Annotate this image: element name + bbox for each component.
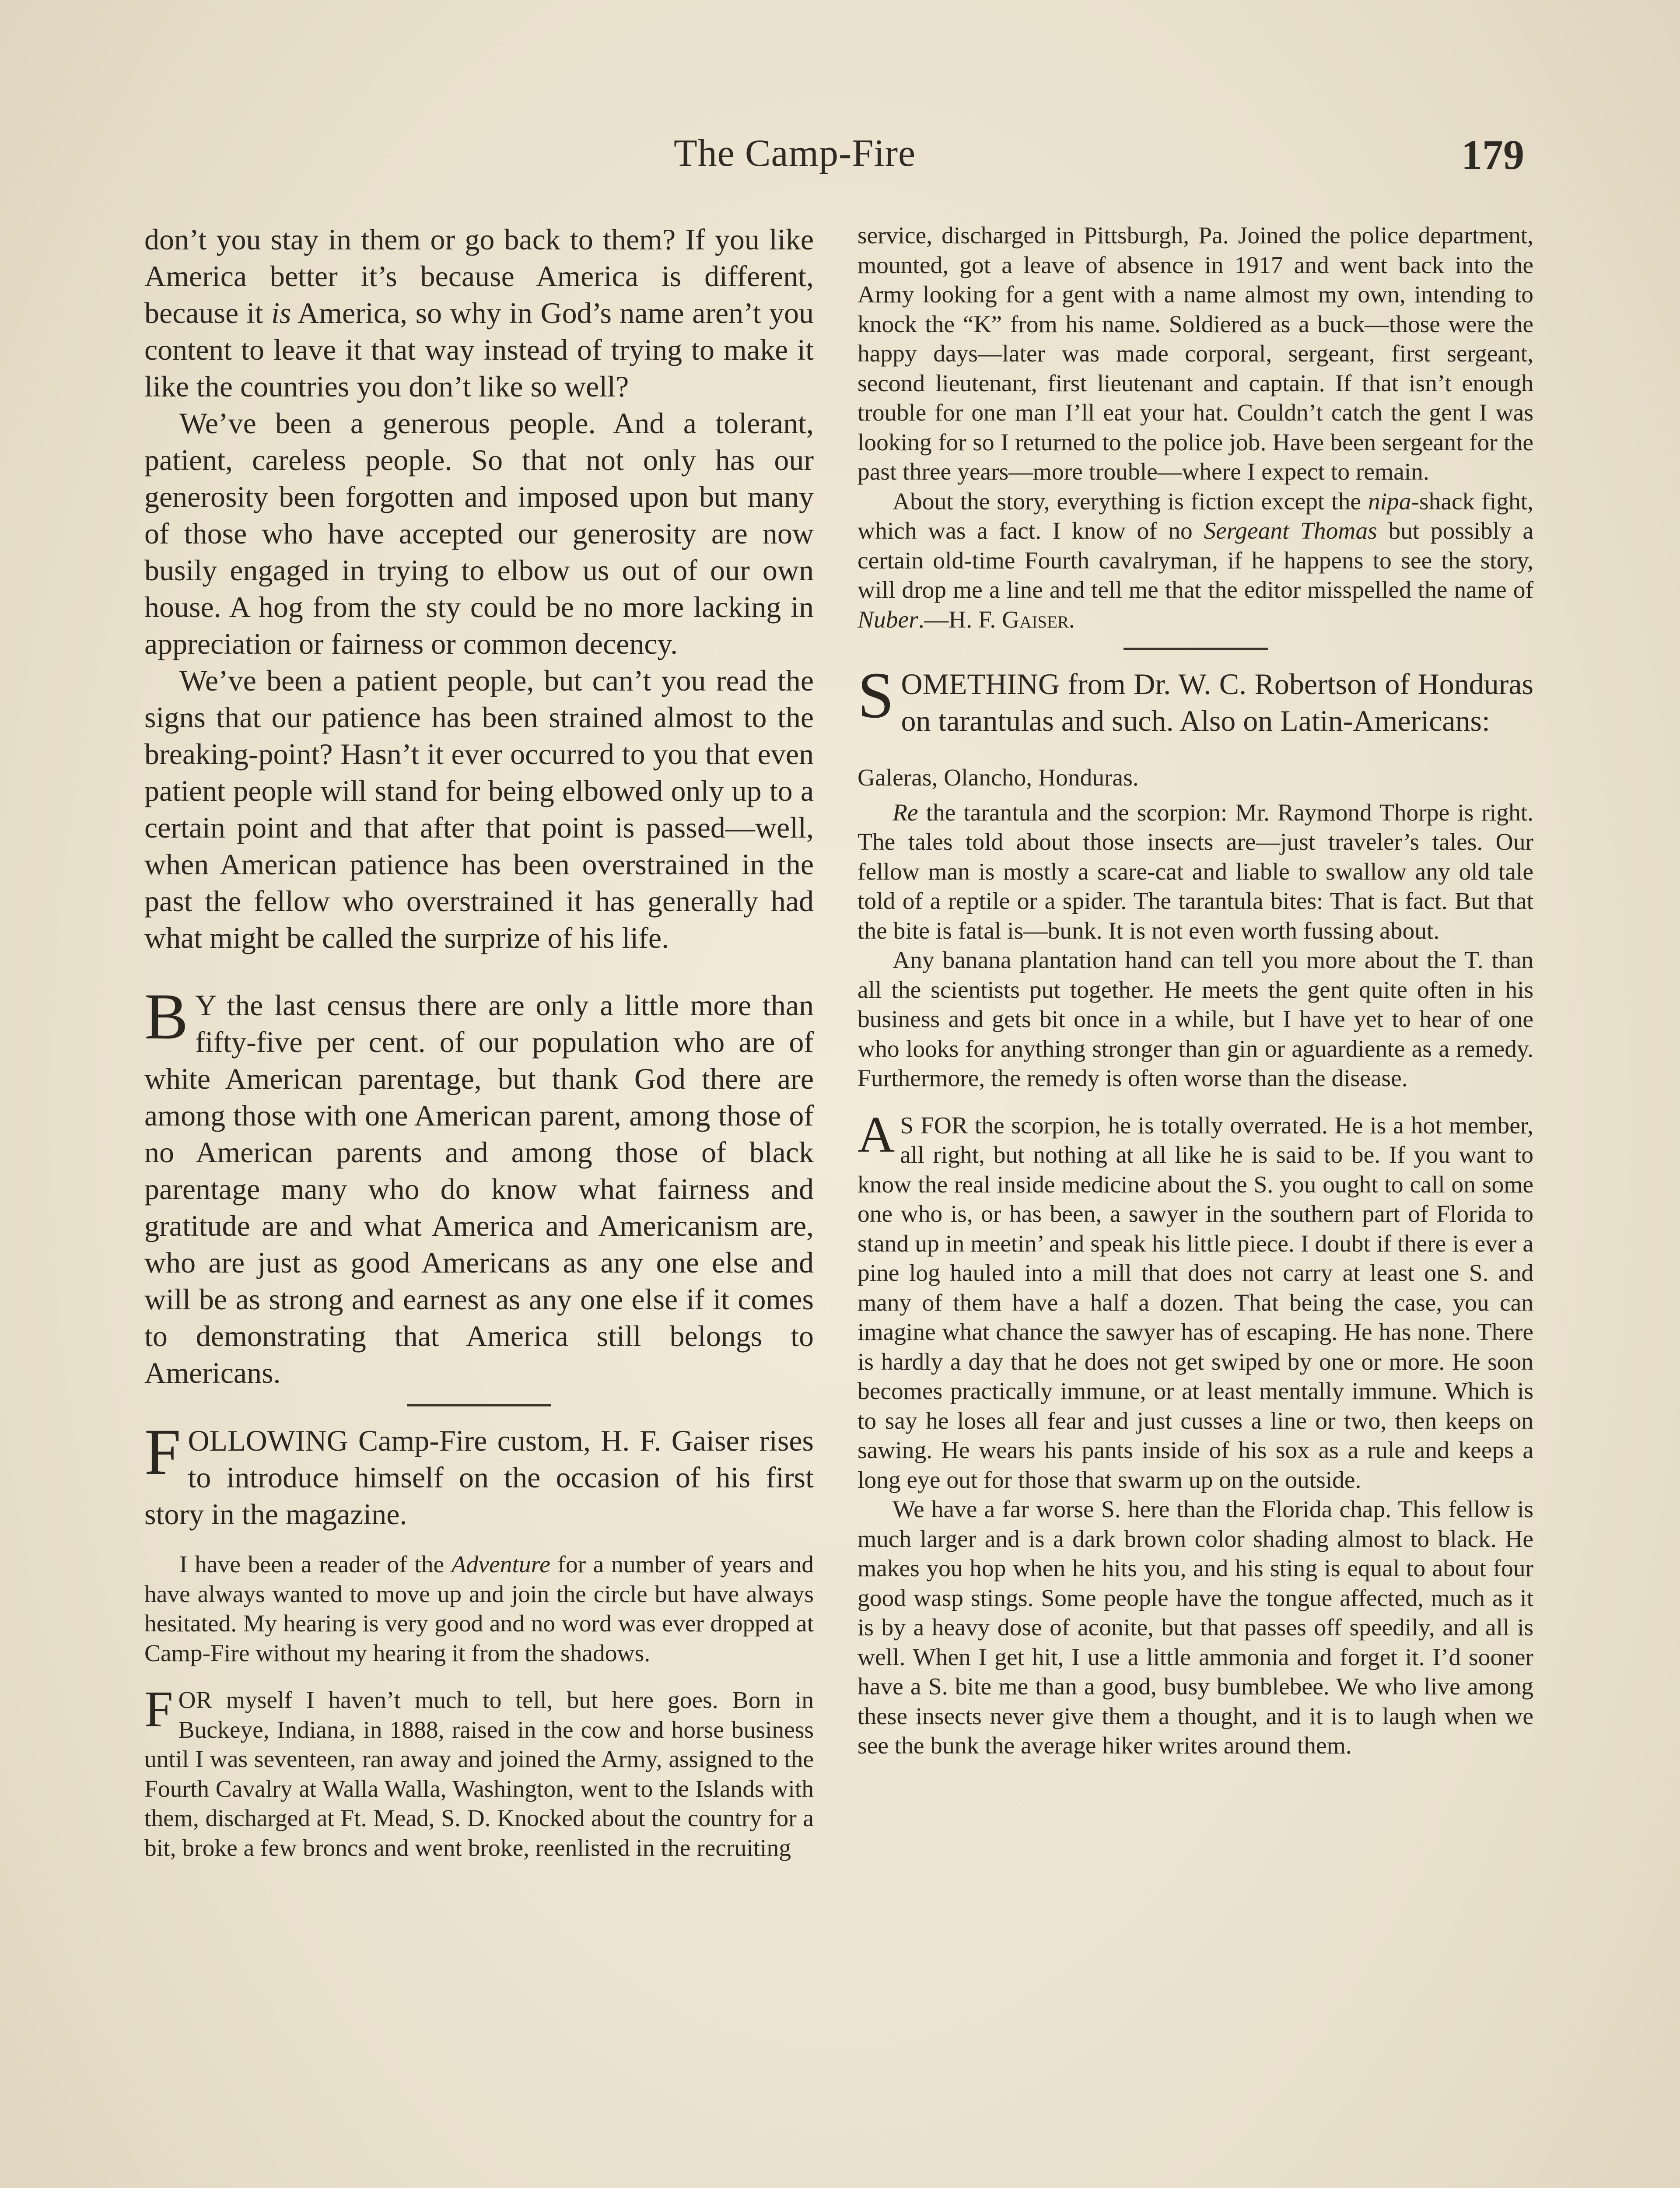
paragraph-something: SOMETHING from Dr. W. C. Robertson of Honduras on tarantulas and such. Also on Latin-Americans: (858, 659, 1533, 737)
letter-paragraph-worse: We have a far worse S. here than the Florida chap. This fellow is much larger and is a dark brown color shading almost to black. He makes you hop when he hits you, and his sting is equal to about four good wasp stings. Some people have the tongue affected, much as it is by a heavy dose of aconite, but that passes off speedily, and all is well. When I get hit, I use a little ammonia and forget it. I’d sooner have a S. bite me than a good, busy bumblebee. We who live among these insects never give them a thought, and it is to laugh when we see the bunk the average hiker writes around them. (858, 1496, 1533, 1759)
dropcap-f-small: F (144, 1680, 173, 1738)
letter-paragraph-service: service, discharged in Pittsburgh, Pa. Joined the police department, mounted, got a leave of absence in 1917 and went back into the Army looking for a gent with a name almost my own, intending to knock the “K” from his name. Soldiered as a buck—those were the happy days—later was made corporal, sergeant, first sergeant, second lieutenant, first lieutenant and captain. If that isn’t enough trouble for one man I’ll eat your hat. Couldn’t catch the gent I was looking for so I returned to the police job. Have been sergeant for the past three years—more trouble—where I expect to remain. (858, 222, 1533, 485)
section-divider (407, 1404, 551, 1406)
paragraph-patient: We’ve been a patient people, but can’t you read the signs that our patience has been strained almost to the breaking-point? Hasn’t it ever occurred to you that even patient people will stand for being elbowed only up to a certain point and that after that point is passed—well, when American patience has been overstrained in the past the fellow who overstrained it has generally had what might be called the surprize of his life. (144, 664, 814, 954)
running-title: The Camp-Fire (674, 132, 916, 175)
dropcap-s: S (858, 659, 894, 732)
letter-paragraph-banana: Any banana plantation hand can tell you more about the T. than all the scientists put together. He meets the gent quite often in his business and gets bit once in a while, but I have yet to hear of one who looks for anything stronger than gin or aguardiente as a remedy. Furthermore, the remedy is often worse than the disease. (858, 947, 1533, 1092)
dropcap-a: A (858, 1105, 895, 1163)
paragraph-stay: don’t you stay in them or go back to them? If you like America better it’s because America is different, because it is America, so why in God’s name aren’t you content to leave it that way instead of trying to make it like the countries you don’t like so well? (144, 223, 814, 403)
section-divider-right (1124, 648, 1268, 650)
dropcap-b: B (144, 980, 189, 1053)
dropcap-f: F (144, 1416, 181, 1488)
right-column (858, 221, 1533, 1761)
paragraph-generous: We’ve been a generous people. And a tolerant, patient, careless people. So that not only has our generosity been forgotten and imposed upon but many of those who have accepted our generosity are now busily engaged in trying to elbow us out of our own house. A hog from the sty could be no more lacking in appreciation or fairness or common decency. (144, 407, 814, 660)
letter-paragraph-story: About the story, everything is fiction except the nipa-shack fight, which was a fact. I know of no Sergeant Thomas but possibly a certain old-time Fourth cavalryman, if he happens to see the story, will drop me a line and tell me that the editor misspelled the name of Nuber.—H. F. Gaiser. (858, 488, 1533, 633)
paragraph-census: B Y the last census there are only a little more than fifty-five per cent. of our population who are of white American parentage, but thank God there are among those with one American parent, among those of no American parents and among those of black parentage many who do know what fairness and gratitude are and what America and Americanism are, who are just as good Americans as any one else and will be as strong and earnest as any one else if it comes to demonstrating that America still belongs to Americans. (144, 980, 814, 1389)
page-number: 179 (1461, 131, 1524, 178)
dateline-place: Galeras, Olancho, Honduras. (858, 764, 1139, 791)
letter-paragraph-myself: FOR myself I haven’t much to tell, but here goes. Born in Buckeye, Indiana, in 1888, raised in the cow and horse business until I was seventeen, ran away and joined the Army, assigned to the Fourth Cavalry at Walla Walla, Washington, went to the Islands with them, discharged at Ft. Mead, S. D. Knocked about the country for a bit, broke a few broncs and went broke, reenlisted in the recruiting (144, 1680, 814, 1862)
letter-paragraph-reader: I have been a reader of the Adventure for a number of years and have always wanted to move up and join the circle but have always hesitated. My hearing is very good and no word was ever dropped at Camp-Fire without my hearing it from the shadows. (144, 1551, 814, 1667)
letter-paragraph-scorpion: A S FOR the scorpion, he is totally overrated. He is a hot member, all right, but nothing at all like he is said to be. If you want to know the real inside medicine about the S. you ought to call on some one who is, or has been, a sawyer in the southern part of Florida to stand up in meetin’ and speak his little piece. I doubt if there is ever a pine log hauled into a mill that does not carry at least one S. and many of them have a half a dozen. That being the case, you can imagine what chance the sawyer has of escaping. He has none. There is hardly a day that he does not get swiped by one or more. He soon becomes practically immune, or at least mentally immune. Which is to say he loses all fear and just cusses a line or two, then keeps on sawing. He wears his pants inside of his sox as a rule and keeps a long eye out for those that swarm up on the outside. (858, 1105, 1533, 1494)
left-column (144, 221, 814, 1863)
letter-paragraph-tarantula: Re the tarantula and the scorpion: Mr. Raymond Thorpe is right. The tales told about those insects are—just traveler’s tales. Our fellow man is mostly a scare-cat and liable to swallow any old tale told of a reptile or a spider. The tarantula bites: That is fact. But that the bite is fatal is—bunk. It is not even worth fussing about. (858, 799, 1533, 944)
paragraph-following: FOLLOWING Camp-Fire custom, H. F. Gaiser rises to introduce himself on the occasion of his first story in the magazine. (144, 1416, 814, 1531)
signature: Gaiser. (1002, 606, 1075, 633)
page-header (0, 127, 1680, 188)
